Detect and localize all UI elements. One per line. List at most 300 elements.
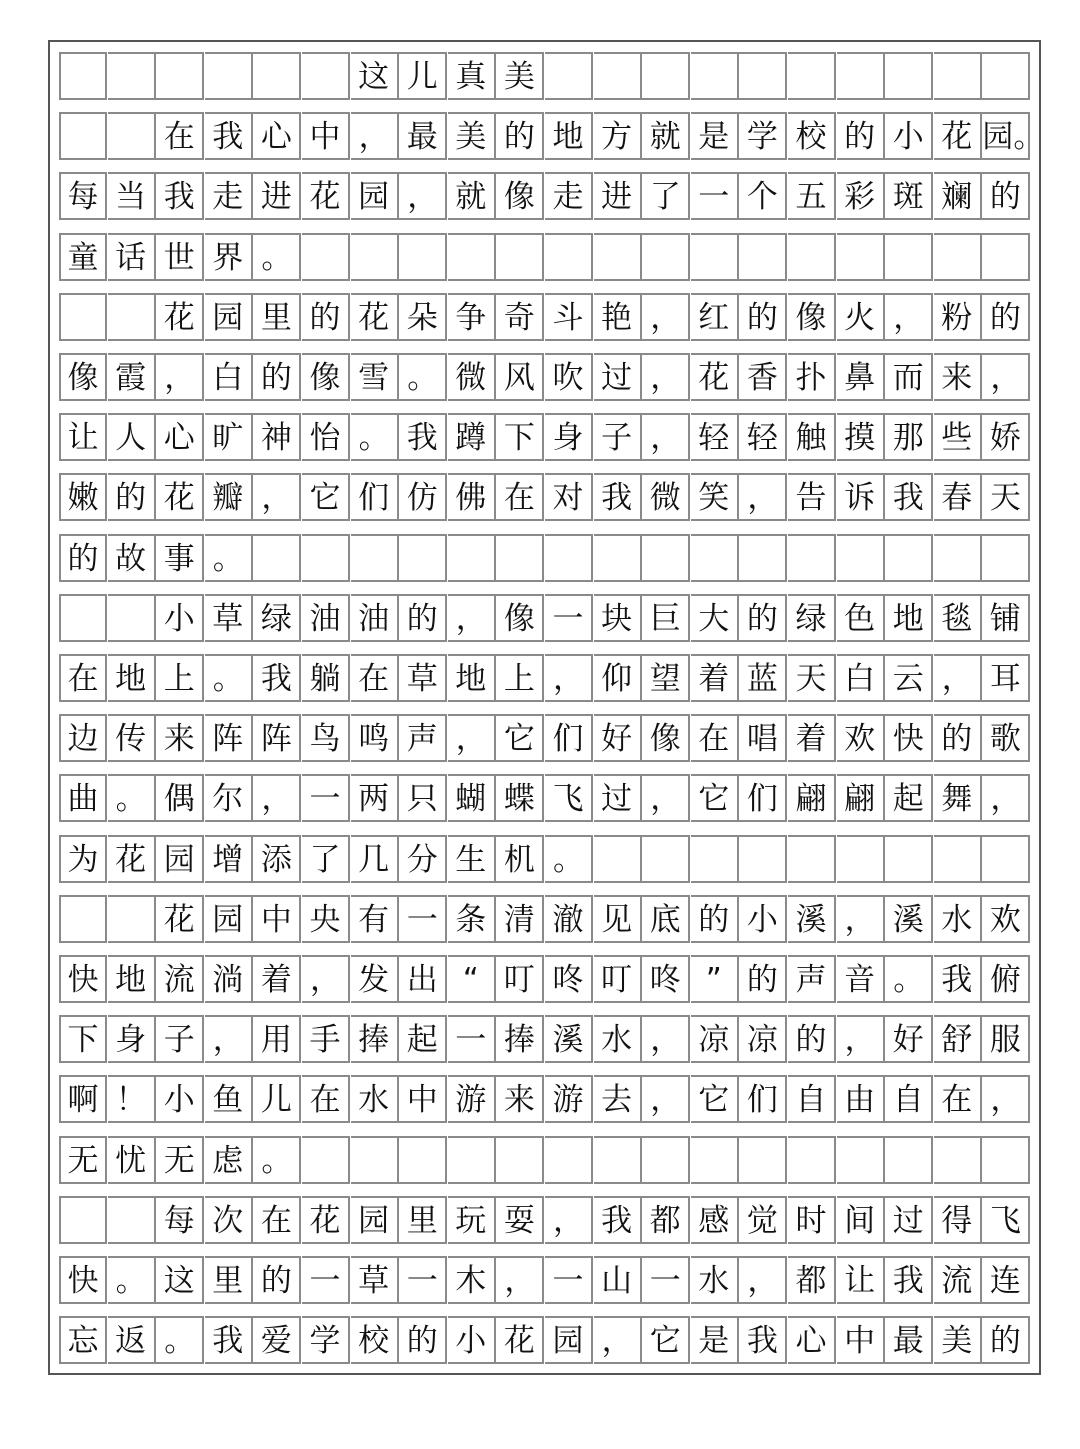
grid-cell: 像	[788, 293, 836, 341]
grid-cell: 来	[156, 714, 204, 762]
grid-cell: 中	[302, 112, 350, 160]
grid-cell: 。	[156, 1316, 204, 1364]
grid-cell: 咚	[642, 955, 690, 1003]
grid-cell: 快	[59, 1256, 107, 1304]
grid-cell	[788, 233, 836, 281]
grid-cell	[982, 534, 1030, 582]
grid-cell: 起	[399, 1015, 447, 1063]
grid-cell: 都	[788, 1256, 836, 1304]
grid-cell: ，	[205, 1015, 253, 1063]
grid-cell: 的	[982, 293, 1030, 341]
grid-cell	[982, 52, 1030, 100]
grid-cell	[302, 1136, 350, 1184]
grid-cell: 那	[885, 413, 933, 461]
grid-cell	[496, 233, 544, 281]
grid-cell: 歌	[982, 714, 1030, 762]
grid-cell: 佛	[448, 473, 496, 521]
grid-cell: 着	[788, 714, 836, 762]
grid-cell	[788, 1136, 836, 1184]
grid-cell	[108, 594, 156, 642]
grid-cell: 美	[934, 1316, 982, 1364]
grid-cell: 手	[302, 1015, 350, 1063]
grid-cell: 像	[642, 714, 690, 762]
grid-cell: 铺	[982, 594, 1030, 642]
grid-cell: 我	[253, 654, 301, 702]
grid-cell: 们	[351, 473, 399, 521]
grid-cell	[739, 233, 787, 281]
grid-cell: 花	[302, 172, 350, 220]
grid-cell: 地	[108, 654, 156, 702]
grid-cell: 香	[739, 353, 787, 401]
grid-cell: 耳	[982, 654, 1030, 702]
grid-cell	[934, 1136, 982, 1184]
grid-cell: 曲	[59, 774, 107, 822]
grid-cell: 两	[351, 774, 399, 822]
grid-cell: 人	[108, 413, 156, 461]
grid-cell: 澈	[545, 895, 593, 943]
grid-cell: 下	[59, 1015, 107, 1063]
grid-cell: 进	[253, 172, 301, 220]
grid-cell: 的	[739, 955, 787, 1003]
grid-cell: 花	[691, 353, 739, 401]
grid-cell	[885, 534, 933, 582]
grid-cell: 斗	[545, 293, 593, 341]
grid-cell: 它	[496, 714, 544, 762]
grid-cell: 凉	[739, 1015, 787, 1063]
grid-cell: 声	[399, 714, 447, 762]
grid-cell: 美	[496, 52, 544, 100]
grid-cell: ，	[302, 955, 350, 1003]
grid-cell	[788, 835, 836, 883]
grid-cell: 里	[205, 1256, 253, 1304]
grid-cell: 雪	[351, 353, 399, 401]
grid-cell: 忧	[108, 1136, 156, 1184]
grid-cell	[934, 835, 982, 883]
grid-cell: 的	[934, 714, 982, 762]
grid-cell: 油	[351, 594, 399, 642]
grid-cell: 学	[302, 1316, 350, 1364]
grid-cell	[691, 52, 739, 100]
grid-cell: 一	[545, 594, 593, 642]
grid-cell	[448, 1136, 496, 1184]
grid-cell: 花	[156, 293, 204, 341]
grid-cell: 怡	[302, 413, 350, 461]
grid-cell: 的	[399, 1316, 447, 1364]
grid-cell: ！	[108, 1075, 156, 1123]
grid-cell: 着	[691, 654, 739, 702]
grid-cell: 。	[205, 654, 253, 702]
grid-cell: 用	[253, 1015, 301, 1063]
grid-cell: 山	[594, 1256, 642, 1304]
grid-cell: 真	[448, 52, 496, 100]
grid-cell: 一	[302, 774, 350, 822]
grid-cell: ，	[642, 1015, 690, 1063]
grid-cell: 无	[156, 1136, 204, 1184]
grid-cell: 只	[399, 774, 447, 822]
grid-cell: 校	[351, 1316, 399, 1364]
grid-cell	[642, 52, 690, 100]
grid-cell: “	[448, 955, 496, 1003]
grid-cell: 彩	[837, 172, 885, 220]
grid-cell: 阵	[253, 714, 301, 762]
grid-cell	[982, 1136, 1030, 1184]
grid-cell: 好	[594, 714, 642, 762]
grid-cell: 几	[351, 835, 399, 883]
grid-cell: 绿	[788, 594, 836, 642]
grid-cell: 的	[739, 293, 787, 341]
grid-cell: 油	[302, 594, 350, 642]
grid-cell: 草	[399, 654, 447, 702]
grid-cell: 游	[545, 1075, 593, 1123]
grid-cell: 的	[982, 172, 1030, 220]
grid-cell	[59, 594, 107, 642]
grid-cell: 小	[156, 594, 204, 642]
grid-cell: 地	[545, 112, 593, 160]
grid-cell: ，	[885, 293, 933, 341]
grid-cell: 神	[253, 413, 301, 461]
grid-cell	[545, 1136, 593, 1184]
grid-cell: 它	[302, 473, 350, 521]
grid-cell	[642, 534, 690, 582]
grid-cell	[594, 52, 642, 100]
grid-cell	[545, 534, 593, 582]
grid-cell: 一	[399, 895, 447, 943]
grid-cell: ，	[399, 172, 447, 220]
grid-cell: 的	[108, 473, 156, 521]
grid-cell: 一	[448, 1015, 496, 1063]
grid-cell	[594, 835, 642, 883]
grid-cell: 童	[59, 233, 107, 281]
grid-cell: 些	[934, 413, 982, 461]
grid-cell: 笑	[691, 473, 739, 521]
grid-cell: ，	[496, 1256, 544, 1304]
grid-cell: 个	[739, 172, 787, 220]
grid-cell: 飞	[545, 774, 593, 822]
grid-cell: 们	[545, 714, 593, 762]
grid-cell: 像	[496, 594, 544, 642]
grid-cell: ，	[642, 353, 690, 401]
grid-cell: 它	[642, 1316, 690, 1364]
grid-cell: 事	[156, 534, 204, 582]
grid-cell: 火	[837, 293, 885, 341]
grid-cell	[59, 112, 107, 160]
grid-cell: 每	[156, 1196, 204, 1244]
grid-cell: 了	[302, 835, 350, 883]
grid-cell: 着	[253, 955, 301, 1003]
grid-cell: 出	[399, 955, 447, 1003]
grid-cell: 水	[691, 1256, 739, 1304]
grid-cell	[496, 1136, 544, 1184]
grid-cell: 。	[885, 955, 933, 1003]
grid-cell: 快	[59, 955, 107, 1003]
grid-cell: 鼻	[837, 353, 885, 401]
grid-cell: 是	[691, 112, 739, 160]
grid-cell: 由	[837, 1075, 885, 1123]
grid-cell: 在	[496, 473, 544, 521]
grid-cell: 方	[594, 112, 642, 160]
grid-cell: ，	[545, 1196, 593, 1244]
grid-cell	[59, 52, 107, 100]
grid-cell: 微	[448, 353, 496, 401]
grid-cell: 觉	[739, 1196, 787, 1244]
grid-cell	[788, 52, 836, 100]
grid-cell: 来	[496, 1075, 544, 1123]
grid-cell: ，	[982, 1075, 1030, 1123]
grid-cell: 的	[788, 1015, 836, 1063]
grid-cell	[302, 534, 350, 582]
grid-cell: 像	[59, 353, 107, 401]
grid-cell: 艳	[594, 293, 642, 341]
grid-cell: 我	[399, 413, 447, 461]
grid-cell: 。	[108, 774, 156, 822]
grid-cell: ，	[642, 1075, 690, 1123]
grid-cell: 仿	[399, 473, 447, 521]
grid-cell: 爱	[253, 1316, 301, 1364]
grid-cell	[59, 1196, 107, 1244]
grid-cell: 的	[399, 594, 447, 642]
grid-cell: 木	[448, 1256, 496, 1304]
grid-cell: 在	[934, 1075, 982, 1123]
grid-cell	[594, 534, 642, 582]
grid-cell	[156, 52, 204, 100]
grid-cell	[837, 534, 885, 582]
grid-cell: 界	[205, 233, 253, 281]
grid-cell: 的	[982, 1316, 1030, 1364]
grid-cell: 微	[642, 473, 690, 521]
grid-cell: 儿	[399, 52, 447, 100]
grid-cell: 快	[885, 714, 933, 762]
grid-cell	[205, 52, 253, 100]
grid-cell: 在	[691, 714, 739, 762]
grid-cell: 子	[156, 1015, 204, 1063]
grid-cell: 的	[739, 594, 787, 642]
grid-cell: ，	[594, 1316, 642, 1364]
grid-cell: 。	[351, 413, 399, 461]
grid-cell: 轻	[691, 413, 739, 461]
grid-cell: 分	[399, 835, 447, 883]
grid-cell: 我	[739, 1316, 787, 1364]
grid-cell: 争	[448, 293, 496, 341]
grid-cell: 中	[399, 1075, 447, 1123]
grid-cell: 花	[351, 293, 399, 341]
grid-cell	[594, 233, 642, 281]
grid-cell: 的	[59, 534, 107, 582]
grid-cell: ，	[642, 774, 690, 822]
grid-cell: ，	[934, 654, 982, 702]
grid-cell	[934, 534, 982, 582]
grid-cell: 溪	[788, 895, 836, 943]
grid-cell: 里	[399, 1196, 447, 1244]
grid-cell: 溪	[545, 1015, 593, 1063]
grid-cell: 就	[642, 112, 690, 160]
grid-cell: 朵	[399, 293, 447, 341]
grid-cell: 斓	[934, 172, 982, 220]
grid-cell: 都	[642, 1196, 690, 1244]
grid-cell	[399, 534, 447, 582]
grid-cell: 走	[545, 172, 593, 220]
grid-cell: 最	[885, 1316, 933, 1364]
grid-cell: ，	[642, 293, 690, 341]
grid-cell: 欢	[982, 895, 1030, 943]
grid-cell: 们	[739, 1075, 787, 1123]
grid-cell: 像	[496, 172, 544, 220]
grid-cell: 当	[108, 172, 156, 220]
grid-cell: 。	[108, 1256, 156, 1304]
grid-cell: 去	[594, 1075, 642, 1123]
grid-cell: 一	[399, 1256, 447, 1304]
grid-cell: 次	[205, 1196, 253, 1244]
grid-cell: ，	[351, 112, 399, 160]
grid-cell: 园	[351, 1196, 399, 1244]
grid-cell: 校	[788, 112, 836, 160]
grid-cell: ，	[156, 353, 204, 401]
grid-cell: 下	[496, 413, 544, 461]
grid-cell: 色	[837, 594, 885, 642]
grid-cell	[837, 233, 885, 281]
grid-cell: 过	[885, 1196, 933, 1244]
grid-cell: 小	[885, 112, 933, 160]
grid-cell	[448, 534, 496, 582]
grid-cell: 一	[642, 1256, 690, 1304]
grid-cell: 条	[448, 895, 496, 943]
grid-cell	[691, 233, 739, 281]
grid-cell	[302, 52, 350, 100]
grid-cell: 心	[788, 1316, 836, 1364]
grid-cell: 上	[496, 654, 544, 702]
grid-cell: 过	[594, 353, 642, 401]
grid-cell: 话	[108, 233, 156, 281]
grid-cell: 凉	[691, 1015, 739, 1063]
grid-cell: 的	[253, 353, 301, 401]
grid-cell: 在	[302, 1075, 350, 1123]
grid-cell: 虑	[205, 1136, 253, 1184]
grid-cell: 唱	[739, 714, 787, 762]
grid-cell	[982, 233, 1030, 281]
grid-cell	[837, 835, 885, 883]
grid-cell: 进	[594, 172, 642, 220]
grid-cell: 连	[982, 1256, 1030, 1304]
grid-cell: 来	[934, 353, 982, 401]
grid-cell: 蝴	[448, 774, 496, 822]
grid-cell: 游	[448, 1075, 496, 1123]
grid-cell: 故	[108, 534, 156, 582]
grid-cell: 舞	[934, 774, 982, 822]
grid-cell: 红	[691, 293, 739, 341]
grid-cell: 奇	[496, 293, 544, 341]
grid-cell: 瓣	[205, 473, 253, 521]
grid-cell	[739, 1136, 787, 1184]
grid-cell: 的	[302, 293, 350, 341]
grid-cell	[691, 835, 739, 883]
grid-cell: 水	[351, 1075, 399, 1123]
grid-cell	[885, 52, 933, 100]
grid-cell: 们	[739, 774, 787, 822]
grid-cell: 飞	[982, 1196, 1030, 1244]
grid-cell: 一	[302, 1256, 350, 1304]
grid-cell: 摸	[837, 413, 885, 461]
grid-cell: 走	[205, 172, 253, 220]
grid-cell: 小	[156, 1075, 204, 1123]
grid-cell: 是	[691, 1316, 739, 1364]
grid-cell: 。	[399, 353, 447, 401]
grid-cell	[496, 534, 544, 582]
grid-cell: ，	[837, 895, 885, 943]
grid-cell	[108, 293, 156, 341]
grid-cell: 这	[156, 1256, 204, 1304]
grid-cell: 花	[156, 895, 204, 943]
grid-cell: 花	[302, 1196, 350, 1244]
grid-cell	[351, 233, 399, 281]
grid-cell	[59, 895, 107, 943]
grid-cell: 过	[594, 774, 642, 822]
grid-cell	[837, 1136, 885, 1184]
grid-cell: 大	[691, 594, 739, 642]
grid-cell	[59, 293, 107, 341]
grid-cell: 躺	[302, 654, 350, 702]
grid-cell: 旷	[205, 413, 253, 461]
grid-cell: 咚	[545, 955, 593, 1003]
grid-cell: 身	[108, 1015, 156, 1063]
grid-cell: 淌	[205, 955, 253, 1003]
grid-cell: 。	[253, 233, 301, 281]
grid-cell: 啊	[59, 1075, 107, 1123]
grid-cell: 清	[496, 895, 544, 943]
grid-cell: 白	[205, 353, 253, 401]
grid-cell: 我	[156, 172, 204, 220]
grid-cell: 小	[448, 1316, 496, 1364]
grid-cell: 服	[982, 1015, 1030, 1063]
grid-cell: 风	[496, 353, 544, 401]
grid-cell: 俯	[982, 955, 1030, 1003]
grid-cell: 花	[108, 835, 156, 883]
grid-cell: 一	[691, 172, 739, 220]
grid-cell: 地	[108, 955, 156, 1003]
grid-cell	[448, 233, 496, 281]
grid-cell: 尔	[205, 774, 253, 822]
grid-cell: 我	[205, 1316, 253, 1364]
grid-cell: 无	[59, 1136, 107, 1184]
grid-cell: 。	[253, 1136, 301, 1184]
grid-cell	[837, 52, 885, 100]
grid-cell: 水	[594, 1015, 642, 1063]
grid-cell: 溪	[885, 895, 933, 943]
grid-cell	[885, 233, 933, 281]
grid-cell: ，	[253, 473, 301, 521]
grid-cell: 身	[545, 413, 593, 461]
grid-cell: 欢	[837, 714, 885, 762]
grid-cell	[934, 233, 982, 281]
grid-cell: 见	[594, 895, 642, 943]
grid-cell: 水	[934, 895, 982, 943]
grid-cell: ，	[642, 413, 690, 461]
grid-cell	[691, 1136, 739, 1184]
grid-cell	[253, 52, 301, 100]
grid-cell: ，	[253, 774, 301, 822]
grid-cell: 就	[448, 172, 496, 220]
grid-cell: 园	[351, 172, 399, 220]
grid-cell: 园	[205, 895, 253, 943]
grid-cell: 。	[545, 835, 593, 883]
grid-cell: ”	[691, 955, 739, 1003]
grid-cell: 春	[934, 473, 982, 521]
grid-cell: 在	[59, 654, 107, 702]
grid-cell: 央	[302, 895, 350, 943]
grid-cell: 蹲	[448, 413, 496, 461]
grid-cell: 在	[351, 654, 399, 702]
grid-cell: 捧	[351, 1015, 399, 1063]
grid-cell: 巨	[642, 594, 690, 642]
grid-cell: 最	[399, 112, 447, 160]
